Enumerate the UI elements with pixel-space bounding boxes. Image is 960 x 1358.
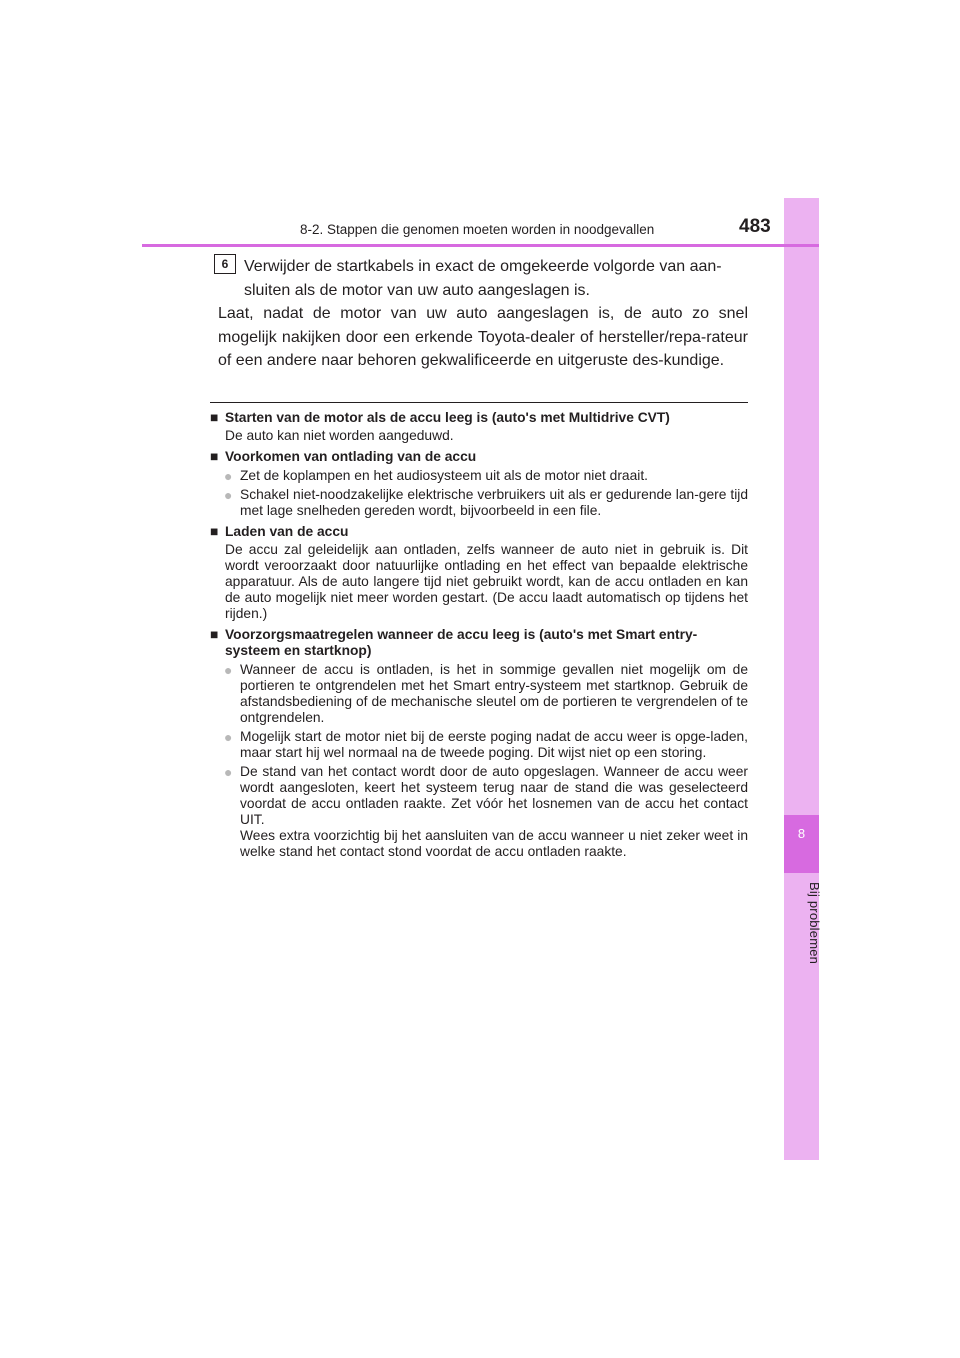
page-number: 483	[739, 216, 771, 237]
note-item	[210, 449, 748, 519]
note-title: ■ Starten van de motor als de accu leeg is (auto's met Multidrive CVT)	[210, 410, 670, 425]
circle-bullet-icon: ●	[224, 662, 233, 678]
note-bullet: ● Wanneer de accu is ontladen, is het in sommige gevallen niet mogelijk om de portieren te ontgrendelen met het Smart entry-systeem met startknop. Gebruik de afstandsbediening of de mechanische sleutel om de portieren te vergrendelen of te ontgrendelen.	[224, 662, 748, 725]
chapter-tab-active[interactable]	[784, 815, 819, 873]
step-number-badge: 6	[214, 254, 236, 274]
note-item	[210, 524, 748, 622]
square-bullet-icon: ■	[210, 410, 219, 425]
note-title: ■ Voorkomen van ontlading van de accu	[210, 449, 477, 464]
note-body: De auto kan niet worden aangeduwd.	[225, 428, 454, 443]
note-bullet: ● Mogelijk start de motor niet bij de eerste poging nadat de accu weer is opge-laden, maar start hij wel normaal na de tweede poging. Dit wijst niet op een storing.	[224, 729, 748, 760]
note-bullet: ● De stand van het contact wordt door de auto opgeslagen. Wanneer de accu weer wordt aangesloten, keert het systeem terug naar de stand die was geselecteerd voordat de accu ontladen raakte. Zet vóór het losnemen van de accu het contact UIT. Wees extra voorzichtig bij het aansluiten van de accu wanneer u niet zeker weet in welke stand het contact stond voordat de accu ontladen raakte.	[224, 764, 748, 859]
circle-bullet-icon: ●	[224, 729, 233, 745]
note-title: ■ Voorzorgsmaatregelen wanneer de accu leeg is (auto's met Smart entry-systeem en startknop)	[210, 627, 698, 658]
chapter-side-tab	[784, 198, 819, 1160]
notes-section	[210, 410, 748, 865]
circle-bullet-icon: ●	[224, 764, 233, 780]
note-bullet: ● Zet de koplampen en het audiosysteem uit als de motor niet draait.	[224, 468, 649, 484]
note-item	[210, 627, 748, 860]
circle-bullet-icon: ●	[224, 487, 233, 503]
header-rule	[142, 244, 819, 247]
step-instruction: Verwijder de startkabels in exact de omgekeerde volgorde van aan-sluiten als de motor van uw auto aangeslagen is.	[244, 258, 722, 299]
note-bullet: ● Schakel niet-noodzakelijke elektrische verbruikers uit als er gedurende lan-gere tijd met lage snelheden gereden wordt, bijvoorbeeld in een file.	[224, 487, 748, 518]
square-bullet-icon: ■	[210, 627, 219, 642]
square-bullet-icon: ■	[210, 524, 219, 539]
note-body: De accu zal geleidelijk aan ontladen, zelfs wanneer de auto niet in gebruik is. Dit wordt veroorzaakt door natuurlijke ontlading en het effect van bepaalde elektrische apparatuur. Als de auto langere tijd niet gebruikt wordt, kan de accu ontladen en kan de auto mogelijk niet meer worden gestart. (De accu laadt automatisch op tijdens het rijden.)	[225, 542, 748, 621]
note-title: ■ Laden van de accu	[210, 524, 349, 539]
step-paragraph: Laat, nadat de motor van uw auto aangeslagen is, de auto zo snel mogelijk nakijken door een erkende Toyota-dealer of hersteller/repa-rateur of een andere naar behoren gekwalificeerde en uitgeruste des-kundige.	[218, 305, 748, 369]
note-item	[210, 410, 748, 444]
note-bullet-extra: Wees extra voorzichtig bij het aansluiten van de accu wanneer u niet zeker weet in welke stand het contact stond voordat de accu ontladen raakte.	[240, 828, 748, 859]
circle-bullet-icon: ●	[224, 468, 233, 484]
notes-divider	[210, 402, 748, 403]
square-bullet-icon: ■	[210, 449, 219, 464]
section-title: 8-2. Stappen die genomen moeten worden in noodgevallen	[300, 222, 655, 237]
chapter-number: 8	[797, 826, 806, 841]
chapter-name: Bij problemen	[807, 882, 822, 965]
